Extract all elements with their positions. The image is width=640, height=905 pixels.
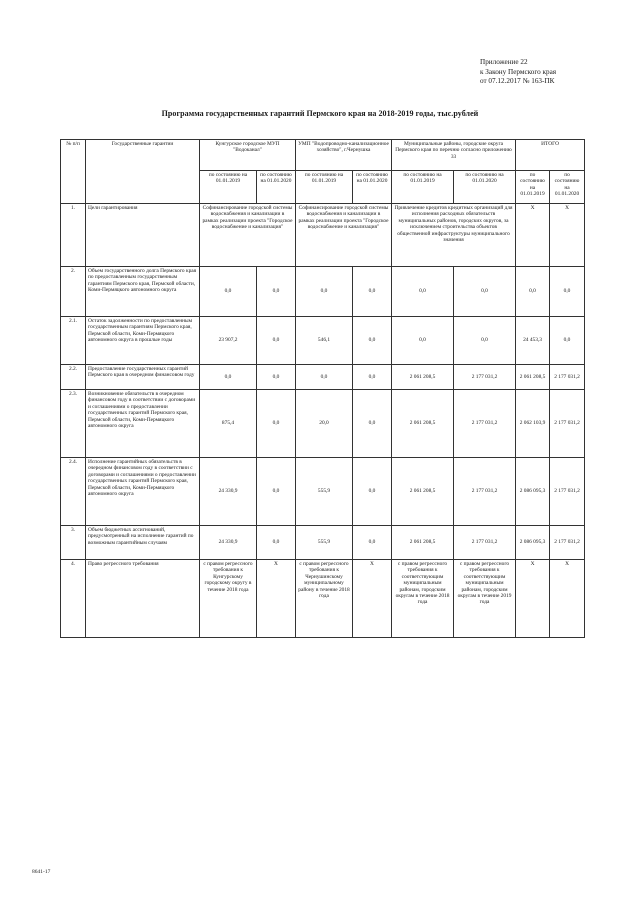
- cell-value: 2 177 031,2: [454, 458, 516, 526]
- cell-value: 0,0: [516, 267, 550, 317]
- appendix-line: Приложение 22: [480, 58, 528, 66]
- cell-value: 0,0: [200, 267, 257, 317]
- table-row: [61, 365, 585, 390]
- table-row: [61, 390, 585, 458]
- row-label: Исполнение гарантийных обязательств в очередном финансовом году в соответствии с договорами и соглашениями о предоставлении государственных гарантий Пермского края, Пермской области, Коми-Пермяцкого автономного округа: [86, 458, 200, 526]
- cell-value: 0,0: [257, 365, 296, 390]
- cell-value: 2 177 031,2: [550, 390, 585, 458]
- row-number: 2.2.: [61, 365, 86, 390]
- header-date: по состоянию на 01.01.2019: [392, 171, 454, 204]
- cell-value: 555,9: [296, 526, 353, 560]
- cell-value: 0,0: [353, 365, 392, 390]
- row-label: Цели гарантирования: [86, 204, 200, 267]
- cell-value: X: [550, 560, 585, 638]
- appendix-line: от 07.12.2017 № 163-ПК: [480, 77, 555, 85]
- cell-value: 0,0: [392, 317, 454, 365]
- cell-value: 555,9: [296, 458, 353, 526]
- cell-value: 20,0: [296, 390, 353, 458]
- row-label: Остаток задолженности по предоставленным государственным гарантиям Пермского края, Пермской области, Коми-Пермяцкого автономного округа в прошлые годы: [86, 317, 200, 365]
- header-group: ИТОГО: [516, 140, 585, 171]
- appendix-reference: [480, 58, 620, 87]
- cell-value: 2 061 208,5: [392, 458, 454, 526]
- table-row: [61, 458, 585, 526]
- cell-value: 2 062 103,9: [516, 390, 550, 458]
- header-group: Кунгурское городское МУП "Водоканал": [200, 140, 296, 171]
- cell-value: 0,0: [257, 390, 296, 458]
- header-date: по состоянию на 01.01.2020: [454, 171, 516, 204]
- cell-value: X: [516, 204, 550, 267]
- row-label: Объем государственного долга Пермского края по предоставленным государственным гарантиям Пермского края, Пермской области, Коми-Пермяцкого автономного округа: [86, 267, 200, 317]
- row-number: 4.: [61, 560, 86, 638]
- row-label: Предоставление государственных гарантий Пермского края в очередном финансовом году: [86, 365, 200, 390]
- cell-value: 24 453,3: [516, 317, 550, 365]
- cell-value: 2 177 031,2: [454, 390, 516, 458]
- table-row: [61, 526, 585, 560]
- cell-value: 0,0: [257, 526, 296, 560]
- header-date: по состоянию на 01.01.2020: [550, 171, 585, 204]
- cell-value: 0,0: [353, 458, 392, 526]
- cell-value: 0,0: [353, 390, 392, 458]
- table-row: [61, 204, 585, 267]
- appendix-line: к Закону Пермского края: [480, 67, 557, 76]
- cell-value: 2 177 031,2: [550, 365, 585, 390]
- cell-value: 2 086 095,3: [516, 526, 550, 560]
- cell-value: 0,0: [454, 317, 516, 365]
- cell-value: 0,0: [200, 365, 257, 390]
- cell-value: 2 177 031,2: [454, 365, 516, 390]
- cell-value: 0,0: [257, 267, 296, 317]
- table-row: [61, 317, 585, 365]
- cell-value: 0,0: [296, 365, 353, 390]
- document-title: Программа государственных гарантий Пермского края на 2018-2019 годы, тыс.рублей: [161, 109, 479, 118]
- row-number: 1.: [61, 204, 86, 267]
- row-number: 2.: [61, 267, 86, 317]
- cell-value: X: [353, 560, 392, 638]
- cell-purpose: Софинансирование городской системы водоснабжения и канализации в рамках реализации проекта "Городское водоснабжение и канализация": [296, 204, 392, 267]
- header-date: по состоянию на 01.01.2020: [353, 171, 392, 204]
- cell-value: с правом регрессного требования к Чернушинскому муниципальному району в течение 2018 года: [296, 560, 353, 638]
- cell-value: 0,0: [296, 267, 353, 317]
- cell-value: 2 061 208,5: [392, 390, 454, 458]
- cell-value: X: [550, 204, 585, 267]
- cell-value: 2 086 095,3: [516, 458, 550, 526]
- cell-value: 24 330,9: [200, 458, 257, 526]
- header-date: по состоянию на 01.01.2019: [516, 171, 550, 204]
- table-row: [61, 560, 585, 638]
- cell-purpose: Софинансирование городской системы водоснабжения и канализации в рамках реализации проекта "Городское водоснабжение и канализация": [200, 204, 296, 267]
- header-number: № п/п: [61, 140, 86, 204]
- header-date: по состоянию на 01.01.2019: [200, 171, 257, 204]
- cell-value: 2 177 031,2: [550, 458, 585, 526]
- cell-value: 23 907,2: [200, 317, 257, 365]
- table-header-row: [61, 140, 585, 171]
- cell-value: 2 061 208,5: [392, 365, 454, 390]
- row-number: 2.1.: [61, 317, 86, 365]
- cell-value: 0,0: [353, 526, 392, 560]
- row-label: Право регрессного требования: [86, 560, 200, 638]
- row-number: 2.4.: [61, 458, 86, 526]
- header-group: Муниципальные районы, городские округа Пермского края по перечню согласно приложению 33: [392, 140, 516, 171]
- cell-value: 2 177 031,2: [454, 526, 516, 560]
- cell-value: 0,0: [392, 267, 454, 317]
- document-footer-code: 8641-17: [32, 869, 51, 875]
- cell-value: X: [257, 560, 296, 638]
- cell-value: 24 330,9: [200, 526, 257, 560]
- cell-value: с правом регрессного требования к соответствующим муниципальным районам, городским округам в течение 2018 года: [392, 560, 454, 638]
- row-label: Объем бюджетных ассигнований, предусмотренный на исполнение гарантий по возможным гарантийным случаям: [86, 526, 200, 560]
- row-number: 3.: [61, 526, 86, 560]
- cell-value: 2 177 031,2: [550, 526, 585, 560]
- table-row: [61, 267, 585, 317]
- cell-value: 0,0: [454, 267, 516, 317]
- cell-value: 0,0: [550, 267, 585, 317]
- header-guarantee: Государственные гарантии: [86, 140, 200, 204]
- cell-value: 0,0: [257, 458, 296, 526]
- cell-value: 0,0: [353, 317, 392, 365]
- cell-purpose: Привлечение кредитов кредитных организаций для исполнения расходных обязательств муниципальных районов, городских округов, за исключением строительства объектов общественной инфраструктуры муниципального значения: [392, 204, 516, 267]
- cell-value: 875,4: [200, 390, 257, 458]
- guarantees-table: [60, 139, 585, 638]
- cell-value: 0,0: [550, 317, 585, 365]
- header-date: по состоянию на 01.01.2020: [257, 171, 296, 204]
- cell-value: 0,0: [353, 267, 392, 317]
- header-date: по состоянию на 01.01.2019: [296, 171, 353, 204]
- cell-value: X: [516, 560, 550, 638]
- cell-value: 546,1: [296, 317, 353, 365]
- cell-value: 2 061 208,5: [516, 365, 550, 390]
- cell-value: с правом регрессного требования к соответствующим муниципальным районам, городским округам в течение 2019 года: [454, 560, 516, 638]
- cell-value: 2 061 208,5: [392, 526, 454, 560]
- row-number: 2.3.: [61, 390, 86, 458]
- cell-value: 0,0: [257, 317, 296, 365]
- header-group: УМП "Водопроводно-канализационное хозяйство", г.Чернушка: [296, 140, 392, 171]
- row-label: Возникновение обязательств в очередном финансовом году в соответствии с договорами и соглашениями о предоставлении государственных гарантий Пермского края, Пермской области, Коми-Пермяцкого автономного округа: [86, 390, 200, 458]
- cell-value: с правом регрессного требования к Кунгурскому городскому округу в течение 2018 года: [200, 560, 257, 638]
